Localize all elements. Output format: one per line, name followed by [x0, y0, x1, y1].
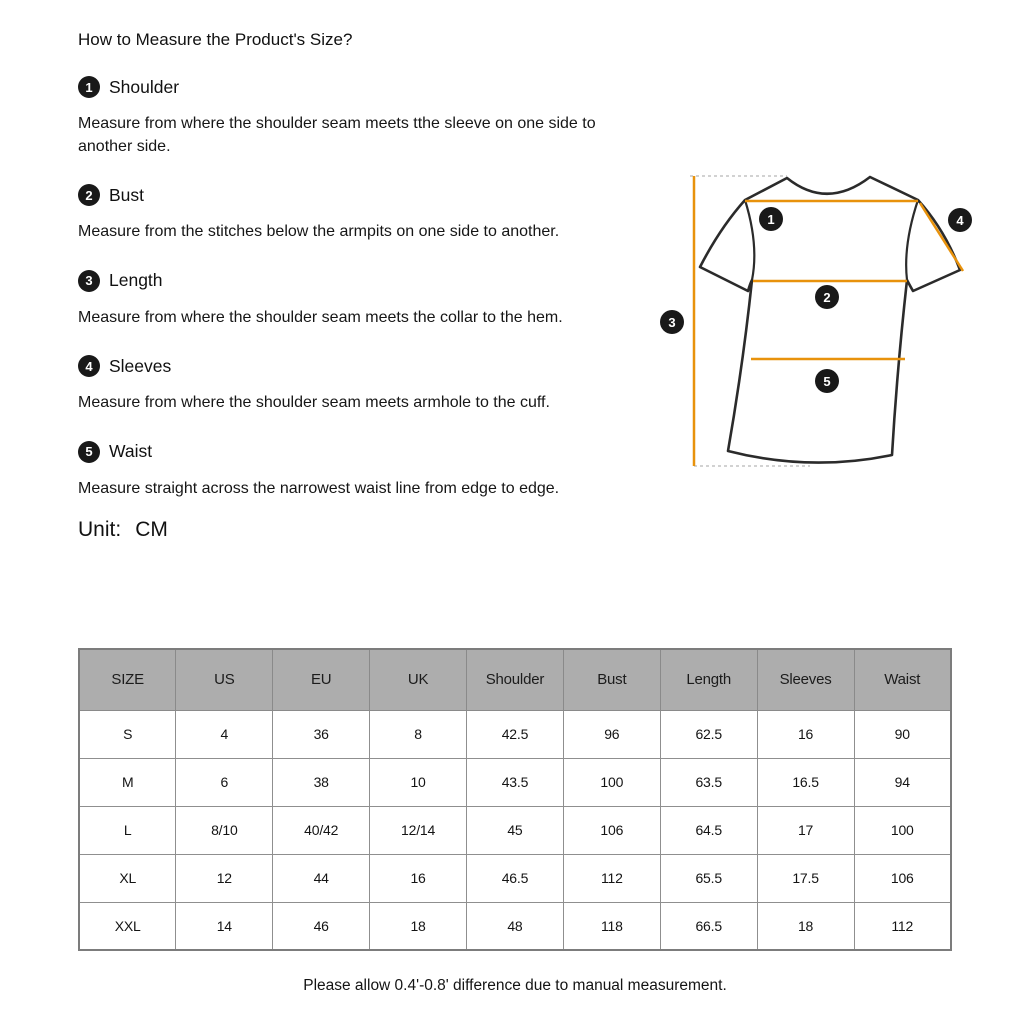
table-row-xxl [79, 902, 951, 950]
measure-instructions [78, 30, 618, 542]
header-cell-sleeves: Sleeves [757, 649, 854, 710]
table-cell: 42.5 [467, 710, 564, 758]
header-cell-uk: UK [370, 649, 467, 710]
table-cell: 40/42 [273, 806, 370, 854]
unit-row [78, 518, 618, 542]
section-heading-bust [78, 184, 618, 206]
table-cell: 63.5 [660, 758, 757, 806]
section-heading-sleeves [78, 355, 618, 377]
header-cell-waist: Waist [854, 649, 951, 710]
svg-text:3: 3 [668, 315, 676, 330]
svg-text:1: 1 [767, 212, 775, 227]
section-text-bust: Measure from the stitches below the armpits on one side to another. [78, 223, 560, 240]
marker-3 [660, 310, 684, 334]
svg-text:2: 2 [823, 290, 831, 305]
table-cell: 100 [854, 806, 951, 854]
section-text-sleeves: Measure from where the shoulder seam meets armhole to the cuff. [78, 394, 550, 411]
table-cell: 18 [370, 902, 467, 950]
table-cell: 10 [370, 758, 467, 806]
section-heading-length [78, 270, 618, 292]
page-title: How to Measure the Product's Size? [78, 30, 353, 49]
marker-1 [759, 207, 783, 231]
number-badge-2: 2 [78, 184, 100, 206]
number-badge-5: 5 [78, 441, 100, 463]
table-cell: S [79, 710, 176, 758]
table-cell: 16 [370, 854, 467, 902]
svg-text:4: 4 [956, 213, 964, 228]
table-cell: 8/10 [176, 806, 273, 854]
header-cell-bust: Bust [563, 649, 660, 710]
svg-text:5: 5 [823, 374, 831, 389]
number-badge-3: 3 [78, 270, 100, 292]
table-cell: 96 [563, 710, 660, 758]
table-cell: 38 [273, 758, 370, 806]
table-cell: 4 [176, 710, 273, 758]
size-table-header-row [79, 649, 951, 710]
section-label-length: Length [109, 270, 163, 290]
table-cell: 44 [273, 854, 370, 902]
table-cell: 6 [176, 758, 273, 806]
table-cell: 106 [854, 854, 951, 902]
tshirt-diagram [645, 150, 1019, 484]
table-cell: 90 [854, 710, 951, 758]
table-cell: 43.5 [467, 758, 564, 806]
table-cell: XXL [79, 902, 176, 950]
table-cell: 65.5 [660, 854, 757, 902]
table-cell: 18 [757, 902, 854, 950]
section-heading-shoulder [78, 76, 618, 98]
table-cell: 62.5 [660, 710, 757, 758]
section-label-sleeves: Sleeves [109, 355, 172, 376]
header-cell-size: SIZE [79, 649, 176, 710]
table-cell: 66.5 [660, 902, 757, 950]
table-cell: 45 [467, 806, 564, 854]
footnote: Please allow 0.4'-0.8' difference due to manual measurement. [303, 977, 727, 994]
number-badge-4: 4 [78, 355, 100, 377]
table-cell: 112 [563, 854, 660, 902]
marker-2 [815, 285, 839, 309]
table-cell: 16.5 [757, 758, 854, 806]
unit-value: CM [135, 518, 168, 541]
table-cell: 46 [273, 902, 370, 950]
header-cell-us: US [176, 649, 273, 710]
marker-5 [815, 369, 839, 393]
section-heading-waist [78, 441, 618, 463]
header-cell-shoulder: Shoulder [467, 649, 564, 710]
header-cell-eu: EU [273, 649, 370, 710]
table-cell: 64.5 [660, 806, 757, 854]
table-cell: 17 [757, 806, 854, 854]
table-row-xl [79, 854, 951, 902]
marker-4 [948, 208, 972, 232]
table-cell: 94 [854, 758, 951, 806]
table-cell: 14 [176, 902, 273, 950]
table-cell: 12/14 [370, 806, 467, 854]
section-text-shoulder: Measure from where the shoulder seam meets tthe sleeve on one side to another side. [78, 115, 596, 155]
unit-label: Unit: [78, 518, 122, 541]
table-cell: 16 [757, 710, 854, 758]
tshirt-outline [700, 177, 960, 463]
table-cell: 48 [467, 902, 564, 950]
table-cell: XL [79, 854, 176, 902]
table-row-l [79, 806, 951, 854]
table-cell: 46.5 [467, 854, 564, 902]
section-label-shoulder: Shoulder [109, 76, 180, 97]
size-table [78, 648, 952, 951]
section-label-bust: Bust [109, 184, 145, 205]
table-row-s [79, 710, 951, 758]
tshirt-diagram-svg [645, 150, 1019, 484]
table-cell: 17.5 [757, 854, 854, 902]
table-cell: 106 [563, 806, 660, 854]
table-cell: L [79, 806, 176, 854]
table-cell: 36 [273, 710, 370, 758]
table-cell: M [79, 758, 176, 806]
header-cell-length: Length [660, 649, 757, 710]
table-cell: 8 [370, 710, 467, 758]
section-text-waist: Measure straight across the narrowest waist line from edge to edge. [78, 479, 560, 497]
section-text-length: Measure from where the shoulder seam meets the collar to the hem. [78, 308, 563, 326]
section-label-waist: Waist [109, 441, 153, 461]
table-cell: 12 [176, 854, 273, 902]
table-cell: 100 [563, 758, 660, 806]
table-cell: 118 [563, 902, 660, 950]
table-cell: 112 [854, 902, 951, 950]
number-badge-1: 1 [78, 76, 100, 98]
table-row-m [79, 758, 951, 806]
